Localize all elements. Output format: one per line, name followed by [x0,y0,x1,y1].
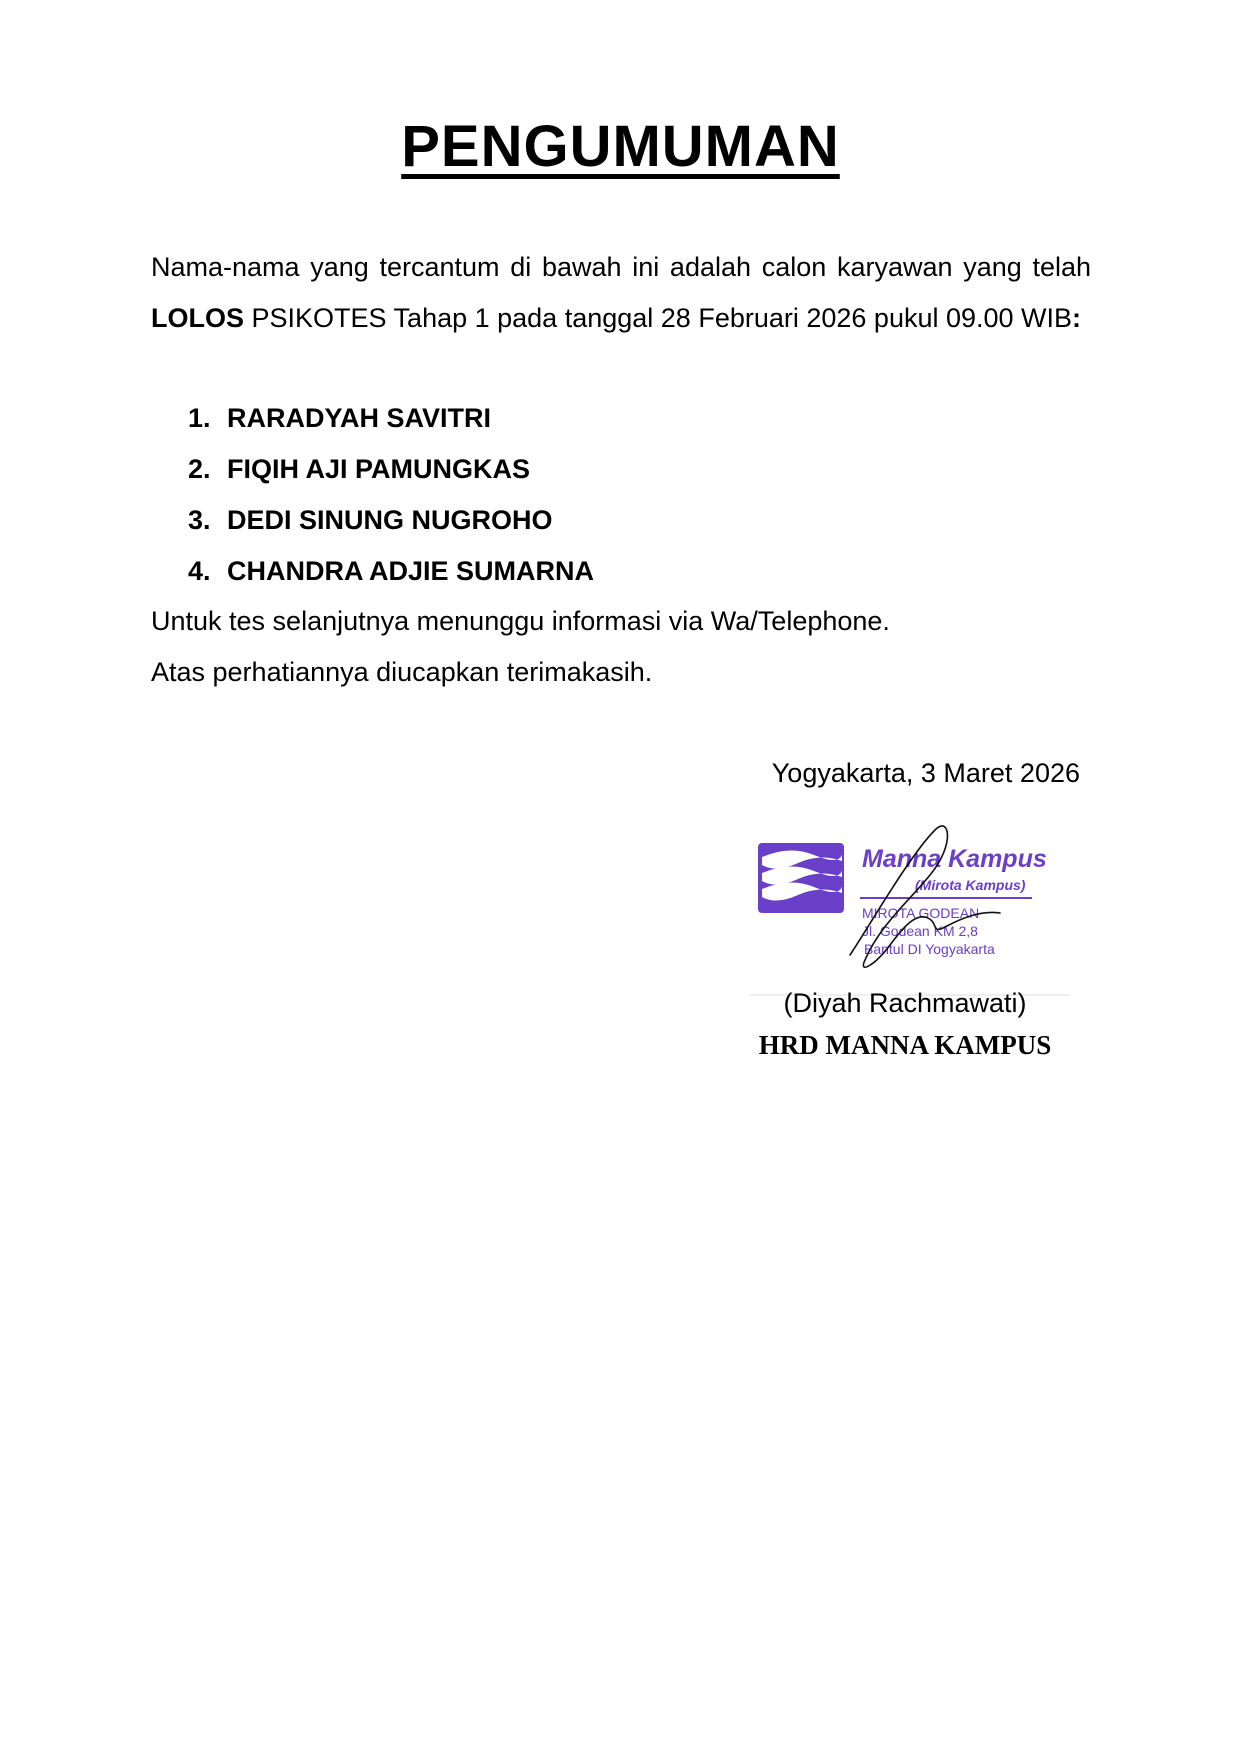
candidate-item [151,444,1051,495]
candidate-name: FIQIH AJI PAMUNGKAS [227,454,531,484]
candidate-number: 1. [188,403,211,433]
intro-colon: : [1072,303,1082,333]
stamp-address1: Jl. Godean KM 2,8 [862,923,978,939]
stamp-subbrand: (Mirota Kampus) [915,877,1026,893]
candidate-number: 3. [188,505,211,535]
candidate-item [151,393,1051,444]
document-title: PENGUMUMAN [401,114,840,179]
signer-title: HRD MANNA KAMPUS [758,1030,1052,1060]
stamp-address2: Bantul DI Yogyakarta [864,941,995,957]
stamp-wave-logo-icon [758,843,844,913]
intro-bold-lolos: LOLOS [151,303,244,333]
place-date: Yogyakarta, 3 Maret 2026 [771,758,1080,788]
closing-line-info: Untuk tes selanjutnya menunggu informasi via Wa/Telephone. [151,606,890,636]
closing-text [151,596,1091,698]
intro-text-part2: PSIKOTES Tahap 1 pada tanggal 28 Februari 2026 pukul 09.00 WIB [244,303,1073,333]
signer-name: (Diyah Rachmawati) [783,988,1027,1018]
candidate-name: DEDI SINUNG NUGROHO [227,505,553,535]
candidate-name: CHANDRA ADJIE SUMARNA [227,556,595,586]
candidate-item [151,546,1051,597]
candidate-number: 2. [188,454,211,484]
candidate-name: RARADYAH SAVITRI [227,403,492,433]
stamp-brand: Manna Kampus [862,845,1047,873]
intro-paragraph [151,242,1091,344]
stamp-branch: MIROTA GODEAN [862,905,980,921]
intro-text-part1: Nama-nama yang tercantum di bawah ini adalah calon karyawan yang telah [151,252,1091,282]
candidate-number: 4. [188,556,211,586]
company-stamp-with-signature [740,815,1080,1005]
closing-line-thanks: Atas perhatiannya diucapkan terimakasih. [151,657,653,687]
candidate-item [151,495,1051,546]
candidate-list [151,393,1051,597]
